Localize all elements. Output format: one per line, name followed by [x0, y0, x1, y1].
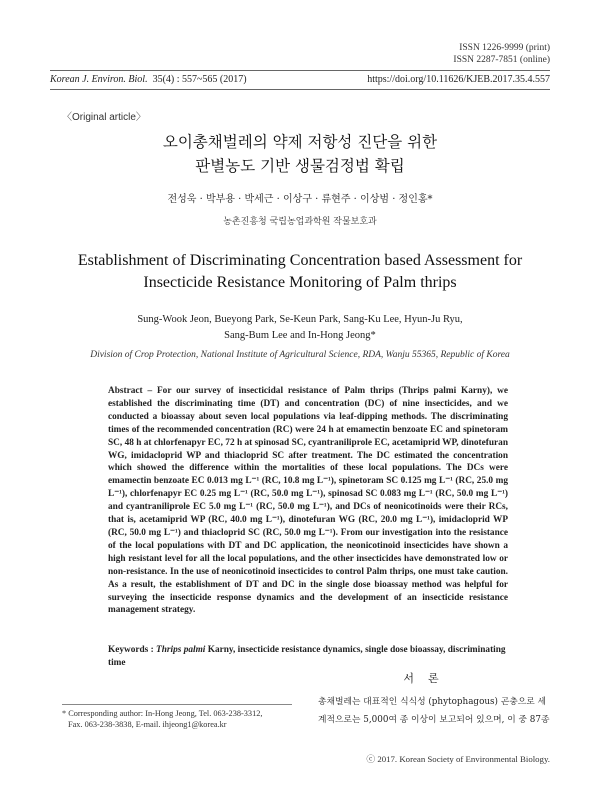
footnote-line2: Fax. 063-238-3838, E-mail. ihjeong1@korea.kr [68, 720, 227, 729]
keywords-label: Keywords : [108, 645, 154, 655]
footnote-line1: * Corresponding author: In-Hong Jeong, Tel. 063-238-3312, [62, 709, 263, 718]
doi-link[interactable]: https://doi.org/10.11626/KJEB.2017.35.4.557 [367, 74, 550, 85]
english-title-line2: Insecticide Resistance Monitoring of Palm thrips [143, 274, 457, 291]
korean-title-line1: 오이총채벌레의 약제 저항성 진단을 위한 [162, 133, 438, 151]
abstract-text: For our survey of insecticidal resistance of Palm thrips (Thrips palmi Karny), we established the discriminating time (DT) and concentration (DC) of nine insecticides, and we conducted a bioassay about seven local populations via leaf-dipping methods. The discriminating times of the recommended concentration (RC) were 24 h at emamectin benzoate EC and spinetoram SC, 48 h at chlorfenapyr EC, 72 h at spinosad SC, cyantraniliprole EC, acetamiprid WP, dinotefuran WG, imidacloprid WP and thiacloprid SC after treatment. The DC estimated the concentration which showed the difference within the mortalities of these local populations. The DCs were emamectin benzoate EC 0.013 mg L⁻¹ (RC, 10.8 mg L⁻¹), spinetoram SC 0.125 mg L⁻¹ (RC, 25.0 mg L⁻¹), chlorfenapyr EC 0.25 mg L⁻¹ (RC, 50.0 mg L⁻¹), spinosad SC 0.083 mg L⁻¹ (RC, 50.0 mg L⁻¹) and cyantraniliprole EC 5.0 mg L⁻¹ (RC, 50.0 mg L⁻¹), and DCs of neonicotinoids were their RCs, that is, acetamiprid WP (RC, 40.0 mg L⁻¹), dinotefuran WG (RC, 20.0 mg L⁻¹), imidacloprid WP (RC, 50.0 mg L⁻¹) and thiacloprid SC (RC, 50.0 mg L⁻¹). From our investigation into the resistance of the local populations with DT and DC application, the neonicotinoid insecticides have shown a high resistant level for all the local populations, and the other insecticides have demonstrated low or non-resistance. In the use of neonicotinoid insecticides to control Palm thrips, one must take caution. As a result, the establishment of DT and DC in the single dose bioassay method was helpful for surveying the insecticide response dynamics and the development of an insecticide resistance management strategy. [108, 386, 509, 616]
english-affiliation: Division of Crop Protection, National Institute of Agricultural Science, RDA, Wanju 55365, Republic of Korea [90, 350, 510, 360]
introduction-line2: 계적으로는 5,000여 종 이상이 보고되어 있으며, 이 중 87종 [318, 715, 550, 725]
english-title [50, 250, 550, 294]
korean-affiliation: 농촌진흥청 국립농업과학원 작물보호과 [223, 217, 377, 227]
copyright-notice: ⓒ 2017. Korean Society of Environmental Biology. [366, 754, 550, 764]
footnote-divider [62, 704, 292, 705]
keywords [108, 644, 508, 670]
journal-citation [50, 71, 247, 89]
korean-title [50, 130, 550, 178]
korean-authors: 전성욱 · 박부용 · 박세근 · 이상구 · 류현주 · 이상범 · 정인홍* [167, 194, 433, 205]
abstract: Abstract – For our survey of insecticidal resistance of Palm thrips (Thrips palmi Karny), we established the discriminating time (DT) and concentration (DC) of nine insecticides, and we conducted a bioassay about seven local populations via leaf-dipping methods. The discriminating times of the recommended concentration (RC) were 24 h at emamectin benzoate EC and spinetoram SC, 48 h at chlorfenapyr EC, 72 h at spinosad SC, cyantraniliprole EC, acetamiprid WP, dinotefuran WG, imidacloprid WP and thiacloprid SC after treatment. The DC estimated the concentration which showed the difference within the mortalities of these local populations. The DCs were emamectin benzoate EC 0.013 mg L⁻¹ (RC, 10.8 mg L⁻¹), spinetoram SC 0.125 mg L⁻¹ (RC, 25.0 mg L⁻¹), chlorfenapyr EC 0.25 mg L⁻¹ (RC, 50.0 mg L⁻¹), spinosad SC 0.083 mg L⁻¹ (RC, 50.0 mg L⁻¹) and cyantraniliprole EC 5.0 mg L⁻¹ (RC, 50.0 mg L⁻¹), and DCs of neonicotinoids were their RCs, that is, acetamiprid WP (RC, 40.0 mg L⁻¹), dinotefuran WG (RC, 20.0 mg L⁻¹), imidacloprid WP (RC, 50.0 mg L⁻¹) and thiacloprid SC (RC, 50.0 mg L⁻¹). From our investigation into the resistance of the local populations with DT and DC application, the neonicotinoid insecticides have shown a high resistant level for all the local populations, and the other insecticides have demonstrated low or non-resistance. In the use of neonicotinoid insecticides to control Palm thrips, one must take caution. As a result, the establishment of DT and DC in the single dose bioassay method was helpful for surveying the insecticide response dynamics and the development of an insecticide resistance management strategy. [108, 386, 509, 616]
corresponding-author-footnote [62, 708, 302, 730]
english-title-line1: Establishment of Discriminating Concentration based Assessment for [77, 252, 523, 269]
issn-online: ISSN 2287-7851 (online) [453, 55, 550, 65]
journal-name: Korean J. Environ. Biol. [50, 74, 148, 85]
issn-block [453, 42, 550, 66]
keywords-species: Thrips palmi [156, 645, 206, 655]
issn-print: ISSN 1226-9999 (print) [459, 43, 550, 53]
english-authors-line2: Sang-Bum Lee and In-Hong Jeong* [224, 330, 376, 341]
english-authors [50, 312, 550, 344]
journal-volume: 35(4) : 557~565 (2017) [152, 74, 247, 85]
article-type: 〈Original article〉 [62, 112, 146, 123]
introduction-text [318, 693, 550, 729]
introduction-heading: 서론 [403, 672, 453, 685]
abstract-label: Abstract [108, 386, 143, 396]
running-header [50, 70, 550, 90]
korean-title-line2: 판별농도 기반 생물검정법 확립 [195, 157, 405, 175]
english-authors-line1: Sung-Wook Jeon, Bueyong Park, Se-Keun Park, Sang-Ku Lee, Hyun-Ju Ryu, [137, 314, 463, 325]
introduction-line1: 총채벌레는 대표적인 식식성 (phytophagous) 곤충으로 세 [318, 697, 547, 707]
keywords-list: Karny, insecticide resistance dynamics, single dose bioassay, discriminating time [108, 645, 506, 668]
